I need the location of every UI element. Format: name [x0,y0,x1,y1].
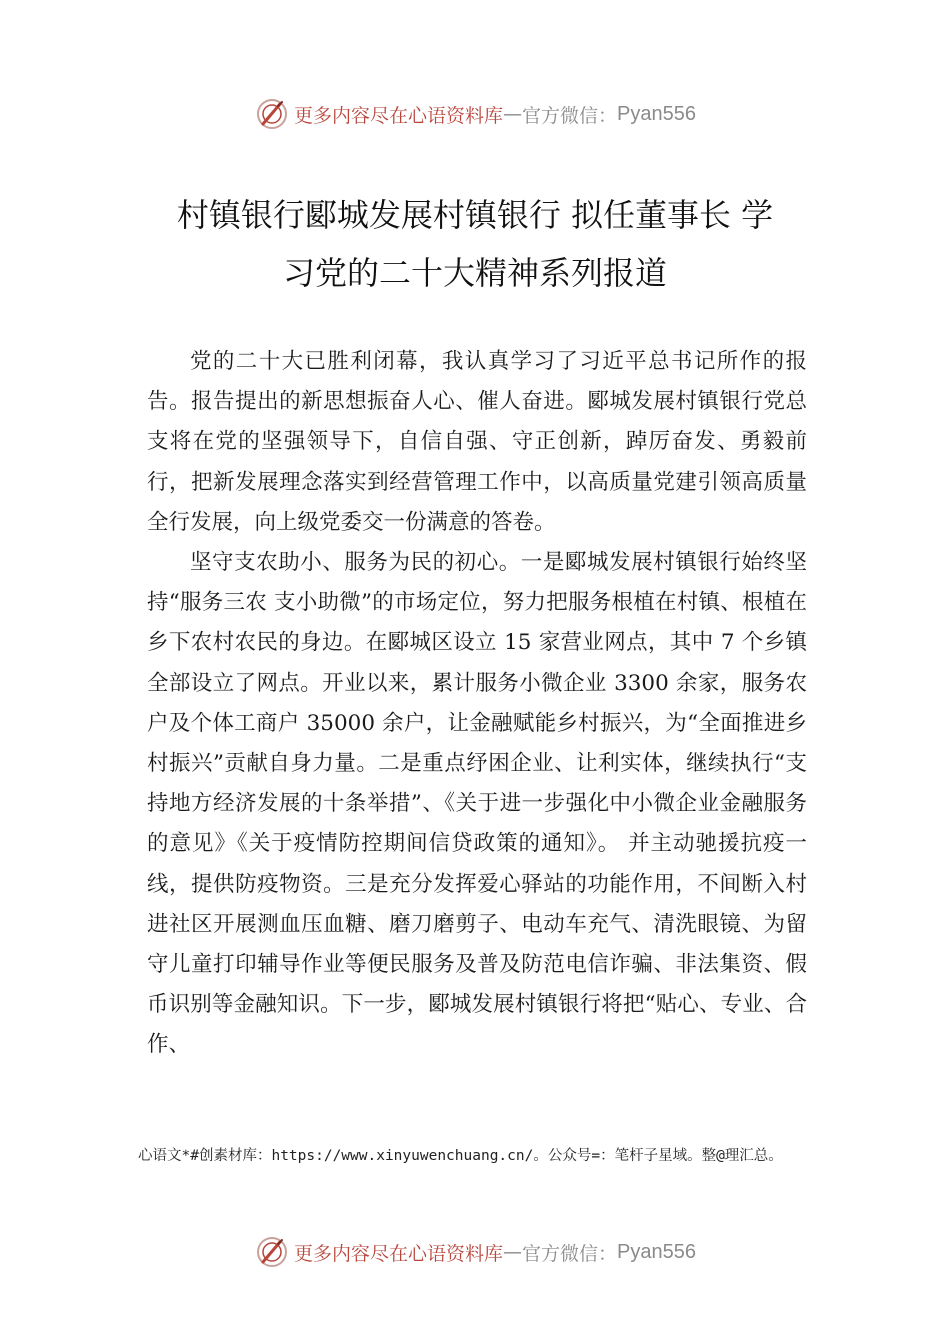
library-logo-icon [254,1234,290,1270]
library-logo-icon [254,96,290,132]
wechat-id: Pyan556 [617,102,696,125]
paragraph-1: 党的二十大已胜利闭幕，我认真学习了习近平总书记所作的报告。报告提出的新思想振奋人心、催人奋进。郾城发展村镇银行党总支将在党的坚强领导下，自信自强、守正创新，踔厉奋发、勇毅前行，把新发展理念落实到经营管理工作中，以高质量党建引领高质量全行发展，向上级党委交一份满意的答卷。 [147,349,807,535]
wechat-id: Pyan556 [617,1240,696,1263]
banner-separator: — [503,103,523,125]
wechat-label: 官方微信： [522,1242,618,1265]
title-line-2: 习党的二十大精神系列报道 [282,254,667,292]
header-banner [0,94,950,134]
document-title [120,186,830,302]
title-line-1: 村镇银行郾城发展村镇银行 拟任董事长 学 [176,196,774,234]
document-body [147,342,807,1066]
banner-separator: — [503,1241,523,1263]
paragraph-2: 坚守支农助小、服务为民的初心。一是郾城发展村镇银行始终坚持“服务三农 支小助微”的市场定位，努力把服务根植在村镇、根植在乡下农村农民的身边。在郾城区设立 15 家营业网点，其中 7 个乡镇全部设立了网点。开业以来，累计服务小微企业 3300 余家，服务农户及个体工商户 35000 余户，让金融赋能乡村振兴，为“全面推进乡村振兴”贡献自身力量。二是重点纾困企业、让利实体，继续执行“支持地方经济发展的十条举措”、《关于进一步强化中小微企业金融服务的意见》《关于疫情防控期间信贷政策的通知》。 并主动驰援抗疫一线，提供防疫物资。三是充分发挥爱心驿站的功能作用，不间断入村进社区开展测血压血糖、磨刀磨剪子、电动车充气、清洗眼镜、为留守儿童打印辅导作业等便民服务及普及防范电信诈骗、非法集资、假币识别等金融知识。下一步，郾城发展村镇银行将把“贴心、专业、合作、 [147,550,807,1058]
footer-source-note: 心语文*#创素材库：https://www.xinyuwenchuang.cn/。公众号=：笔杆子星域。整@理汇总。 [138,1148,783,1164]
footer-banner [0,1232,950,1272]
wechat-label: 官方微信： [522,104,618,127]
library-name: 更多内容尽在心语资料库 [294,1242,504,1265]
library-name: 更多内容尽在心语资料库 [294,104,504,127]
